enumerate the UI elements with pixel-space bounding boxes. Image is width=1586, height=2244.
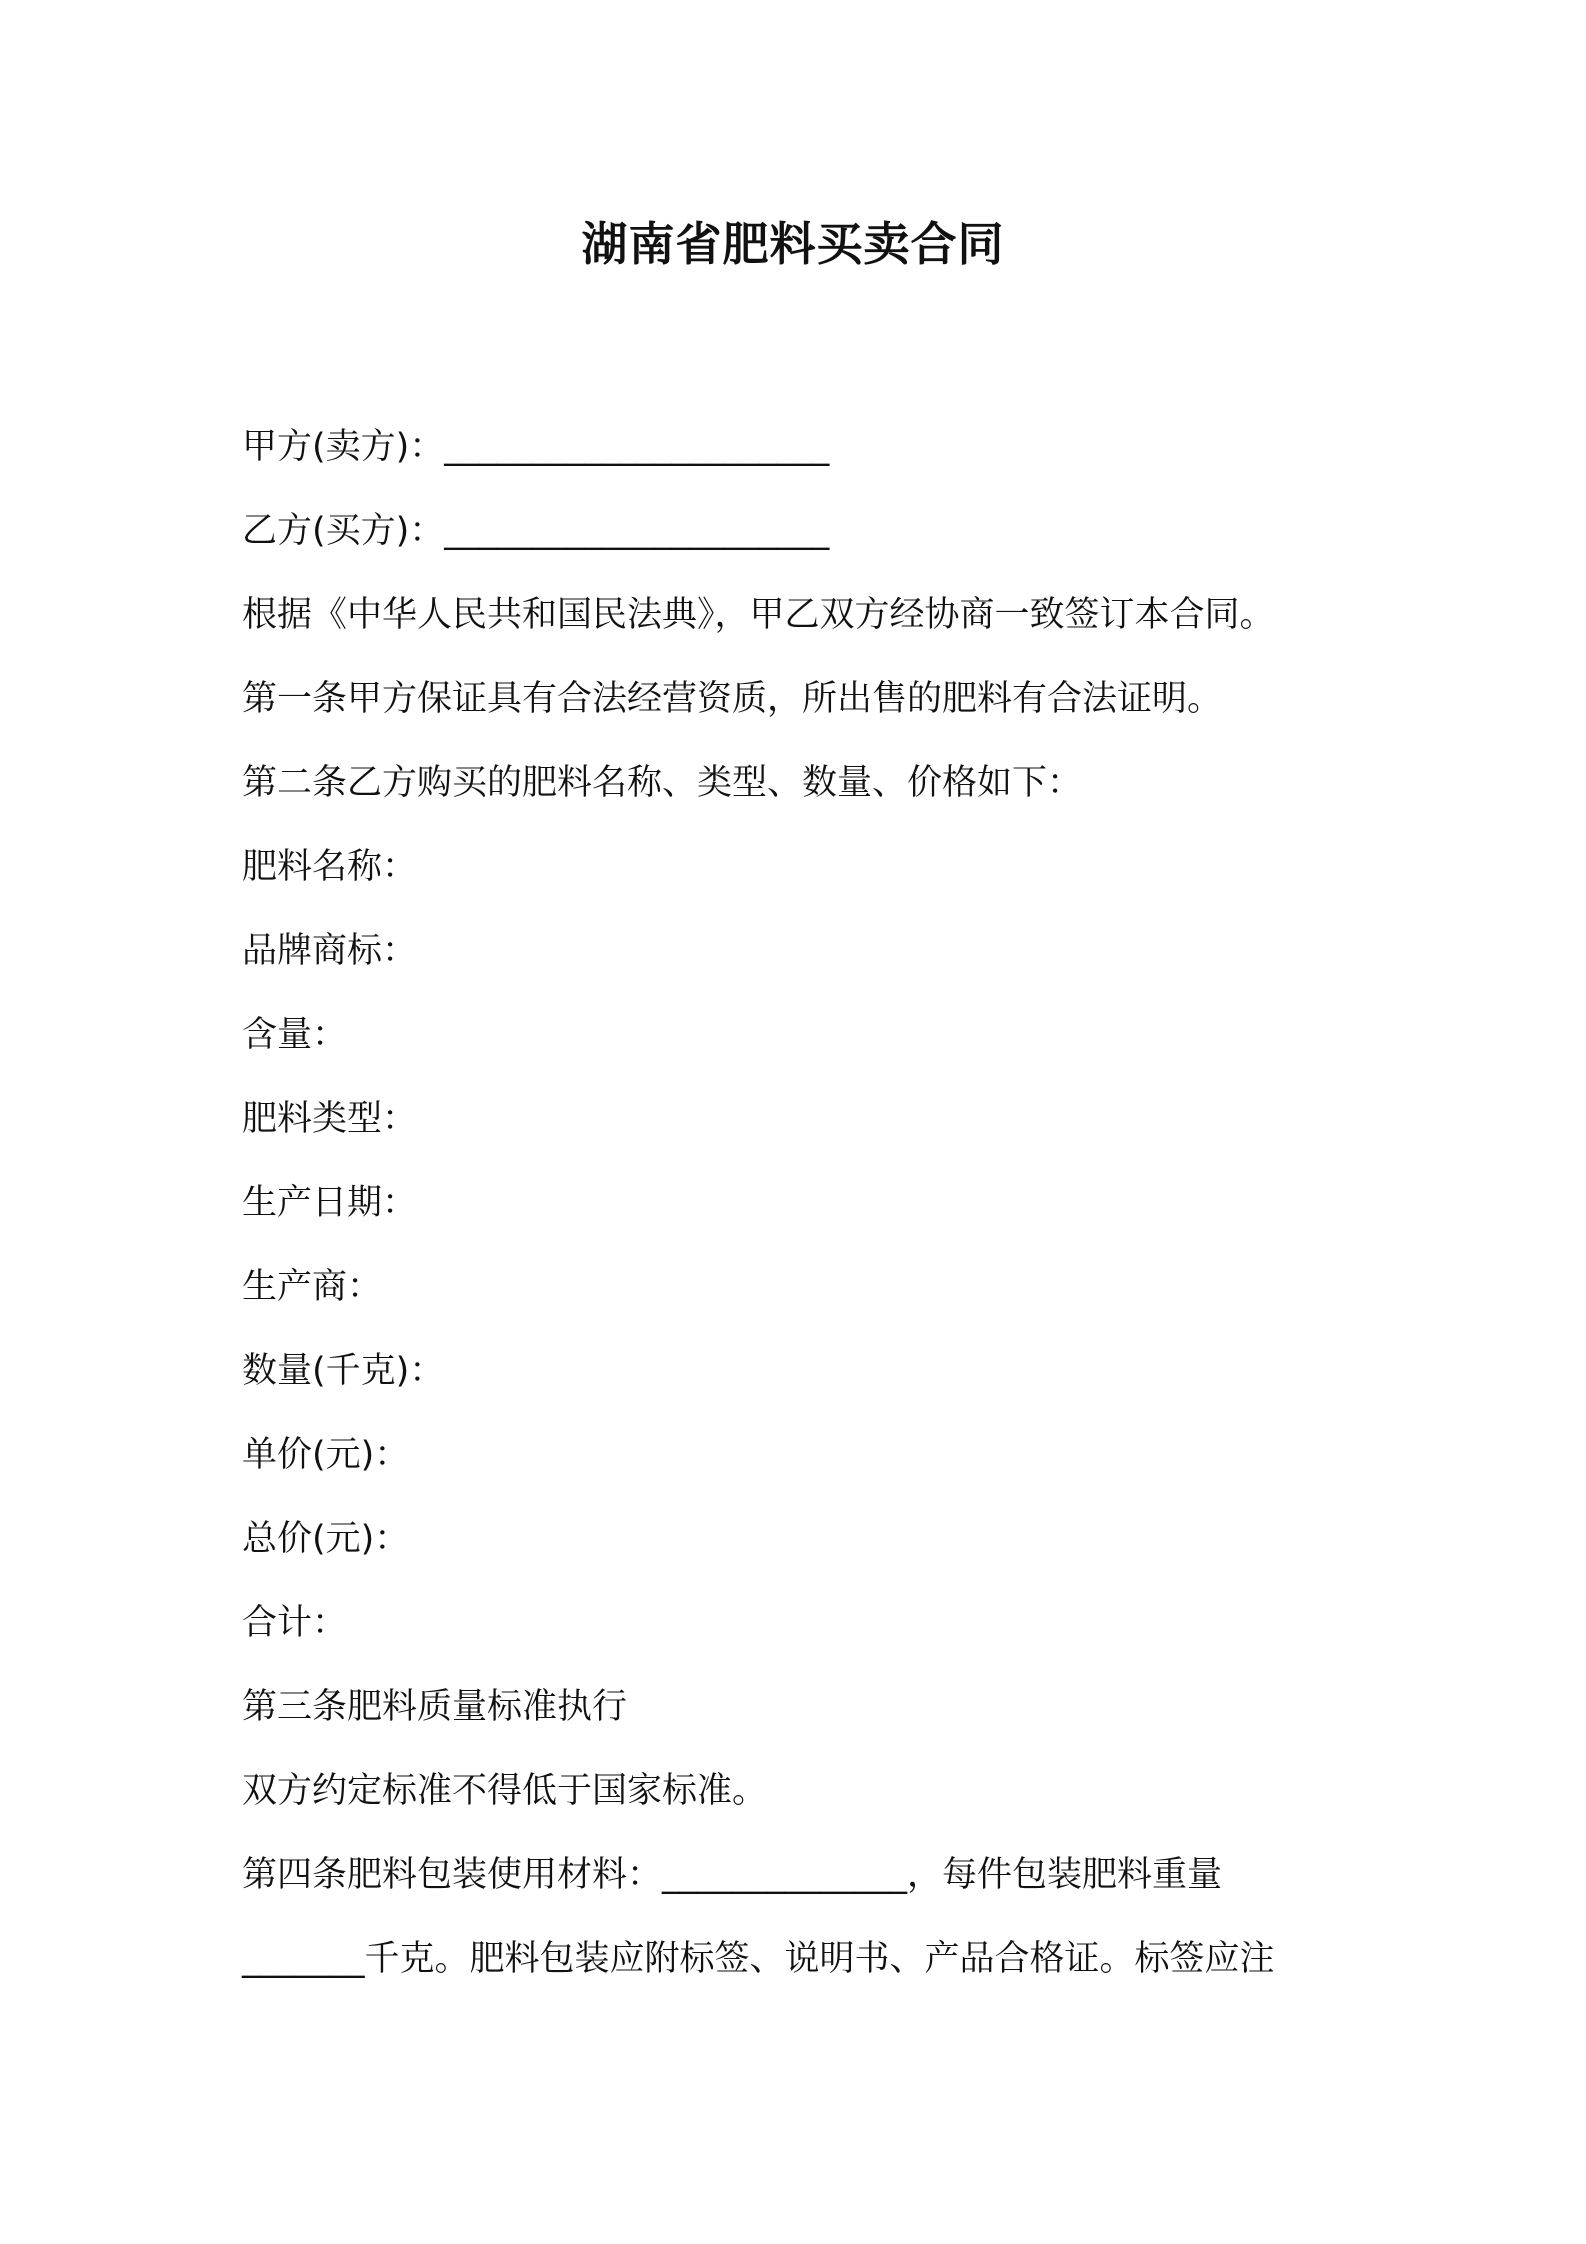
field-brand-trademark: 品牌商标： xyxy=(242,931,418,971)
field-total-price: 总价(元)： xyxy=(242,1519,410,1559)
article-2-paragraph: 第二条乙方购买的肥料名称、类型、数量、价格如下： xyxy=(242,763,1083,803)
field-production-date: 生产日期： xyxy=(242,1183,418,1223)
party-b-buyer-line: 乙方(买方)：______________________ xyxy=(242,511,830,551)
field-fertilizer-type: 肥料类型： xyxy=(242,1099,418,1139)
field-unit-price: 单价(元)： xyxy=(242,1435,410,1475)
article-3-paragraph: 双方约定标准不得低于国家标准。 xyxy=(242,1771,768,1811)
field-fertilizer-name: 肥料名称： xyxy=(242,847,418,887)
legal-basis-paragraph: 根据《中华人民共和国民法典》，甲乙双方经协商一致签订本合同。 xyxy=(242,595,1275,635)
article-1-paragraph: 第一条甲方保证具有合法经营资质，所出售的肥料有合法证明。 xyxy=(242,679,1223,719)
document-title: 湖南省肥料买卖合同 xyxy=(581,217,1005,271)
article-3-heading: 第三条肥料质量标准执行 xyxy=(242,1687,628,1727)
party-a-seller-line: 甲方(卖方)：______________________ xyxy=(242,427,830,467)
document-body xyxy=(242,405,1392,2001)
field-quantity-kg: 数量(千克)： xyxy=(242,1351,445,1391)
field-content: 含量： xyxy=(242,1015,348,1055)
article-4-paragraph-line-2: _______千克。肥料包装应附标签、说明书、产品合格证。标签应注 xyxy=(242,1939,1275,1979)
article-4-paragraph-line-1: 第四条肥料包装使用材料：______________，每件包装肥料重量 xyxy=(242,1855,1223,1895)
field-manufacturer: 生产商： xyxy=(242,1267,383,1307)
field-sum-total: 合计： xyxy=(242,1603,348,1643)
